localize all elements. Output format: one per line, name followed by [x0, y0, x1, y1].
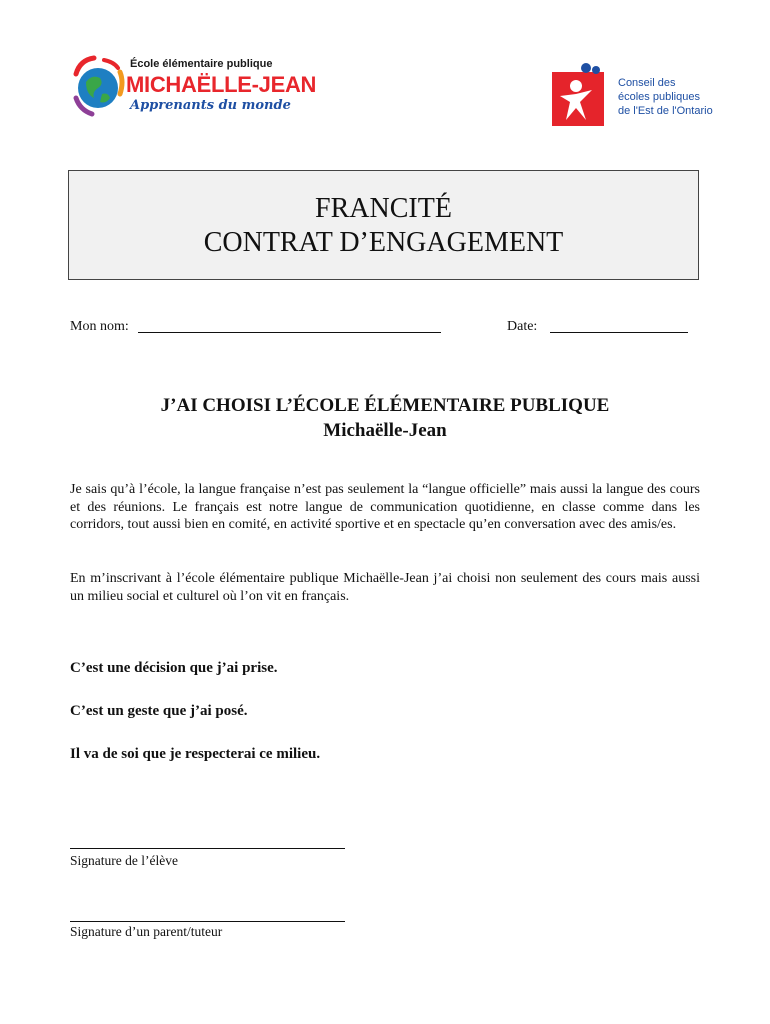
- document-subtitle: CONTRAT D’ENGAGEMENT: [203, 227, 564, 258]
- student-signature-field[interactable]: [70, 836, 345, 849]
- paragraph-enrollment: En m’inscrivant à l’école élémentaire publique Michaëlle-Jean j’ai choisi non seulement des cours mais aussi un milieu social et culturel où l’on vit en français.: [70, 571, 700, 604]
- parent-signature-label: Signature d’un parent/tuteur: [70, 924, 223, 939]
- globe-icon: [70, 54, 126, 118]
- parent-signature-field[interactable]: [70, 909, 345, 922]
- board-logo-line1: Conseil des: [618, 77, 676, 89]
- statement-gesture: C’est un geste que j’ai posé.: [70, 703, 248, 719]
- statement-respect: Il va de soi que je respecterai ce milieu.: [70, 746, 321, 762]
- student-signature-label: Signature de l’élève: [70, 853, 178, 868]
- section-heading: J’AI CHOISI L’ÉCOLE ÉLÉMENTAIRE PUBLIQUE: [160, 395, 610, 416]
- name-label: Mon nom:: [70, 319, 129, 334]
- document-title: FRANCITÉ: [315, 193, 452, 224]
- school-logo-name: MICHAËLLE-JEAN: [126, 72, 317, 97]
- statement-decision: C’est une décision que j’ai prise.: [70, 660, 278, 676]
- date-label: Date:: [507, 319, 538, 334]
- date-field[interactable]: [550, 318, 688, 333]
- school-logo-tagline: Apprenants du monde: [130, 98, 291, 113]
- board-logo-icon: [552, 62, 612, 128]
- school-logo-top-text: École élémentaire publique: [130, 58, 273, 70]
- board-logo-line3: de l'Est de l'Ontario: [618, 105, 713, 117]
- paragraph-language: Je sais qu’à l’école, la langue française n’est pas seulement la “langue officielle” mais aussi la langue des cours et des réunions. Le français est notre langue de communication quotidienne, en classe comme dans les corridors, tout aussi bien en comité, en activité sportive et en spectacle qu’en conversation avec des amis/es.: [70, 482, 700, 532]
- title-box: [68, 170, 699, 280]
- board-logo-line2: écoles publiques: [618, 91, 700, 103]
- board-logo: [552, 62, 712, 128]
- board-logo-text: [618, 76, 713, 118]
- school-logo: [70, 50, 317, 120]
- name-field[interactable]: [138, 318, 441, 333]
- school-name-heading: Michaëlle-Jean: [323, 420, 447, 441]
